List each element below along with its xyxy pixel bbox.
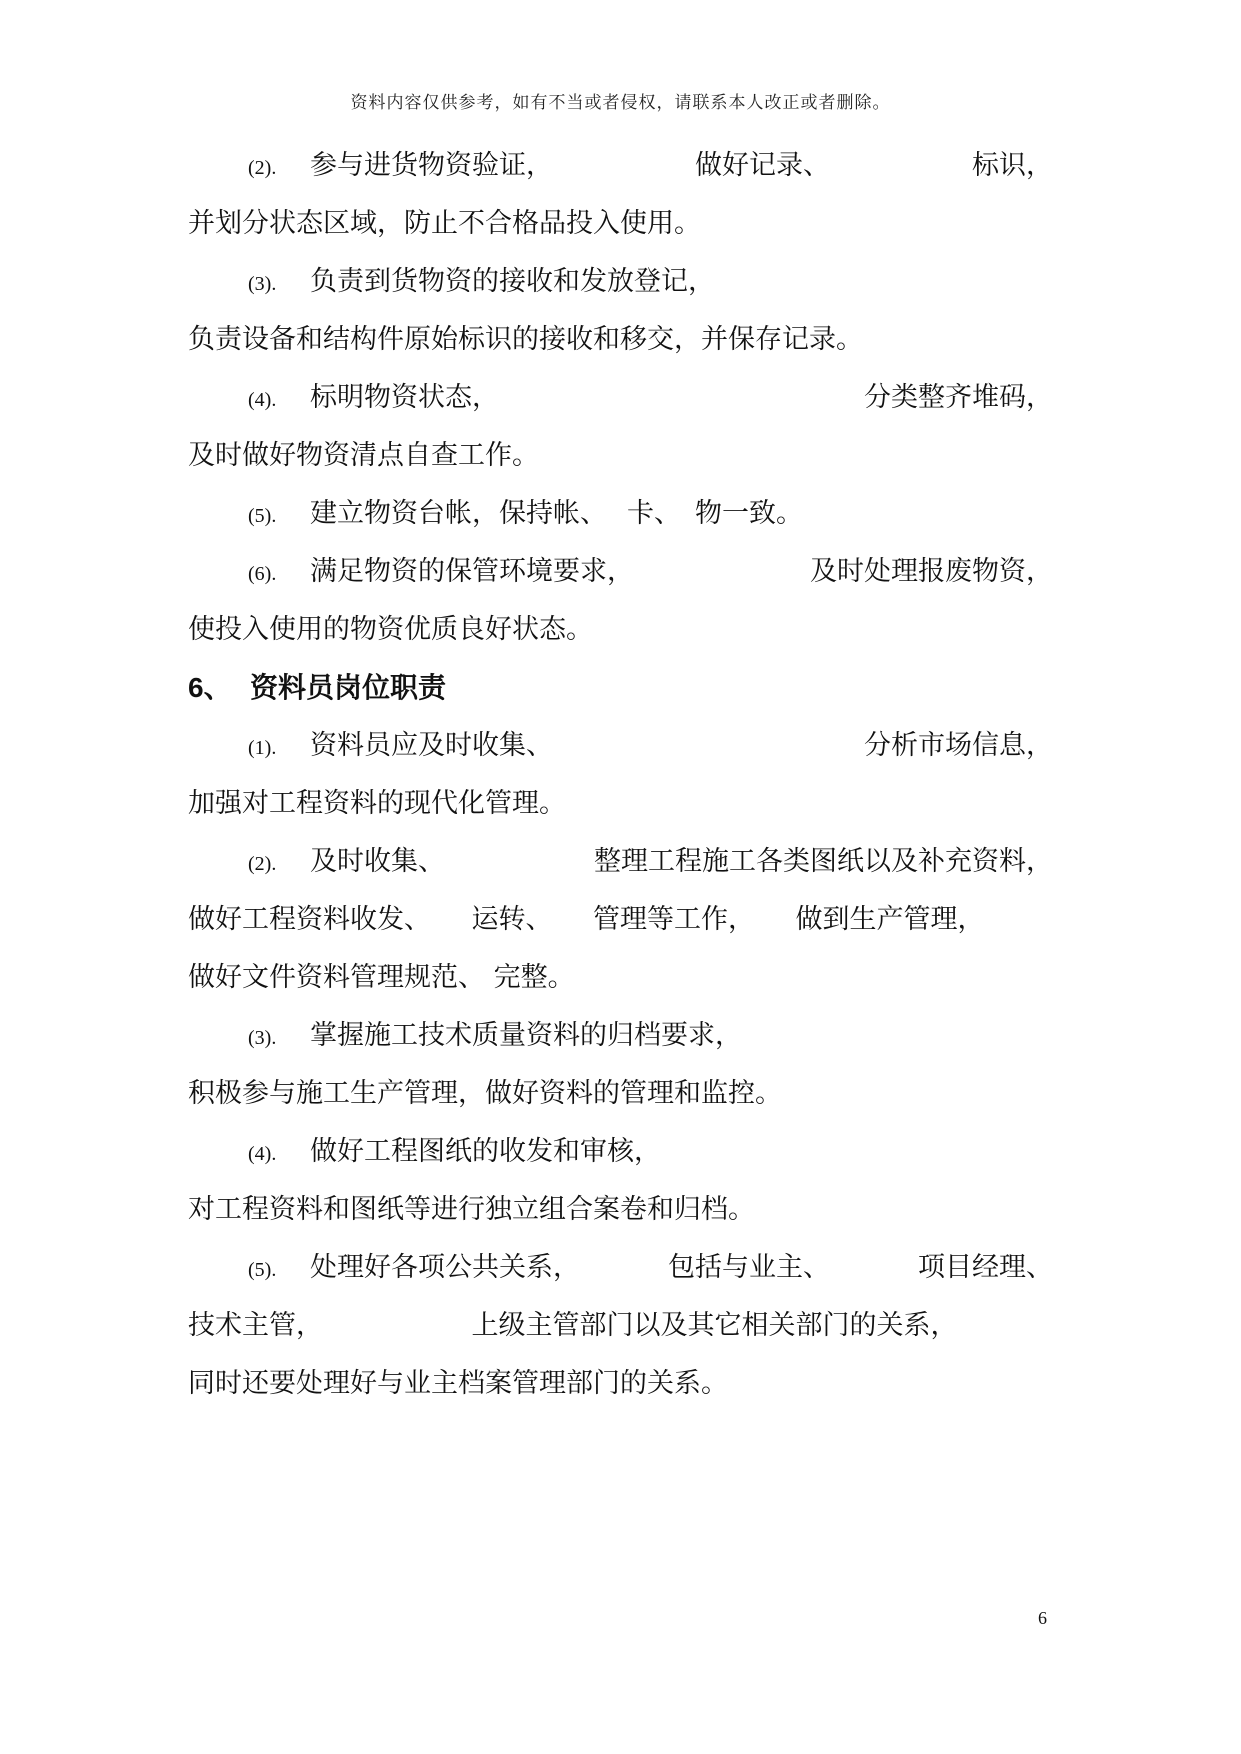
item-number: (4). bbox=[248, 1143, 277, 1165]
item-number: (1). bbox=[248, 737, 277, 759]
item-text: 卡、 bbox=[627, 498, 681, 529]
item-continuation: 负责设备和结构件原始标识的接收和移交，并保存记录。 bbox=[188, 324, 863, 355]
item-continuation: 同时还要处理好与业主档案管理部门的关系。 bbox=[188, 1368, 728, 1399]
item-text: 参与进货物资验证， bbox=[310, 150, 553, 181]
item-text: 负责到货物资的接收和发放登记， bbox=[310, 266, 715, 297]
item-number: (2). bbox=[248, 853, 277, 875]
item-continuation: 使投入使用的物资优质良好状态。 bbox=[188, 614, 593, 645]
item-text: 及时处理报废物资， bbox=[810, 556, 1053, 587]
item-continuation: 并划分状态区域，防止不合格品投入使用。 bbox=[188, 208, 701, 239]
item-text: 及时收集、 bbox=[310, 846, 445, 877]
item-number: (4). bbox=[248, 389, 277, 411]
item-text: 物一致。 bbox=[695, 498, 803, 529]
item-text: 分类整齐堆码， bbox=[864, 382, 1053, 413]
list-item-a-5 bbox=[188, 494, 1053, 534]
header-disclaimer: 资料内容仅供参考，如有不当或者侵权，请联系本人改正或者删除。 bbox=[350, 93, 891, 113]
item-text: 做好记录、 bbox=[695, 150, 830, 181]
item-continuation: 做好工程资料收发、 运转、 管理等工作， 做到生产管理， bbox=[188, 904, 985, 935]
item-continuation: 技术主管， 上级主管部门以及其它相关部门的关系， bbox=[188, 1310, 958, 1341]
item-continuation: 及时做好物资清点自查工作。 bbox=[188, 440, 539, 471]
item-text: 建立物资台帐，保持帐、 bbox=[310, 498, 607, 529]
item-number: (3). bbox=[248, 273, 277, 295]
item-number: (3). bbox=[248, 1027, 277, 1049]
list-item-a-4 bbox=[188, 378, 1053, 418]
item-continuation: 加强对工程资料的现代化管理。 bbox=[188, 788, 566, 819]
item-continuation: 对工程资料和图纸等进行独立组合案卷和归档。 bbox=[188, 1194, 755, 1225]
list-item-a-3 bbox=[188, 262, 1053, 302]
item-number: (2). bbox=[248, 157, 277, 179]
section-title: 资料员岗位职责 bbox=[250, 671, 447, 704]
item-text: 整理工程施工各类图纸以及补充资料， bbox=[594, 846, 1053, 877]
item-text: 资料员应及时收集、 bbox=[310, 730, 553, 761]
item-text: 掌握施工技术质量资料的归档要求， bbox=[310, 1020, 742, 1051]
page-number: 6 bbox=[1038, 1608, 1047, 1628]
item-text: 满足物资的保管环境要求， bbox=[310, 556, 634, 587]
item-continuation: 做好文件资料管理规范、 完整。 bbox=[188, 962, 575, 993]
list-item-b-2 bbox=[188, 842, 1053, 882]
item-text: 包括与业主、 bbox=[668, 1252, 830, 1283]
item-text: 做好工程图纸的收发和审核， bbox=[310, 1136, 661, 1167]
list-item-b-4 bbox=[188, 1132, 1053, 1172]
item-number: (5). bbox=[248, 1259, 277, 1281]
item-number: (6). bbox=[248, 563, 277, 585]
item-number: (5). bbox=[248, 505, 277, 527]
item-text: 处理好各项公共关系， bbox=[310, 1252, 580, 1283]
item-text: 分析市场信息， bbox=[864, 730, 1053, 761]
item-text: 标明物资状态， bbox=[310, 382, 499, 413]
item-text: 项目经理、 bbox=[918, 1252, 1053, 1283]
section-number: 6、 bbox=[188, 672, 232, 703]
list-item-b-5 bbox=[188, 1248, 1053, 1288]
section-heading bbox=[188, 668, 446, 708]
list-item-b-3 bbox=[188, 1016, 1053, 1056]
list-item-a-6 bbox=[188, 552, 1053, 592]
item-text: 标识， bbox=[972, 150, 1053, 181]
list-item-a-2 bbox=[188, 146, 1053, 186]
item-continuation: 积极参与施工生产管理，做好资料的管理和监控。 bbox=[188, 1078, 782, 1109]
list-item-b-1 bbox=[188, 726, 1053, 766]
